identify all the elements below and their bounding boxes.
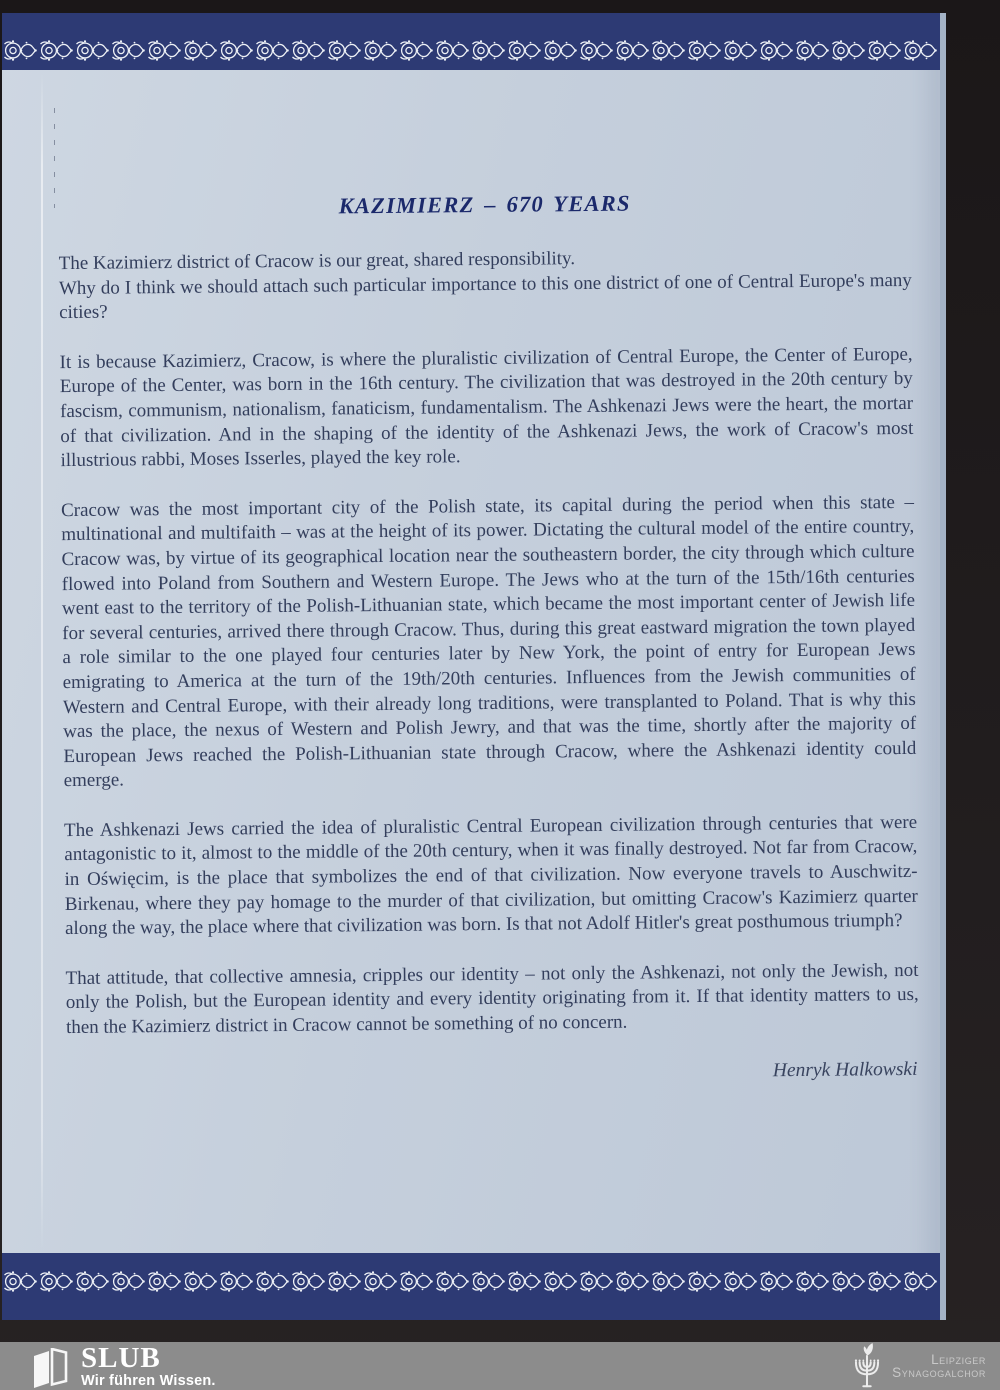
slub-wordmark-group — [81, 1342, 216, 1389]
slub-wordmark: SLUB — [81, 1342, 161, 1374]
lace-ornament-icon — [2, 1270, 940, 1293]
open-book-icon — [30, 1348, 70, 1388]
scanned-document-page — [2, 13, 946, 1320]
paragraph — [64, 811, 918, 942]
page-scratch-mark — [54, 108, 55, 208]
paragraph-text: The Ashkenazi Jews carried the idea of pluralistic Central European civilization through centuries that were antagonistic to it, almost to the middle of the 20th century, when it was finally destroyed. Not far from Cracow, in Oświęcim, is the place that symbolizes the end of that civilization. Now everyone travels to Auschwitz-Birkenau, where they pay homage to the murder of that civilization, but omitting Cracow's Kazimierz quarter along the way, the place where that civilization was born. Is that not Adolf Hitler's great posthumous triumph? — [64, 811, 918, 940]
paragraph — [59, 244, 913, 326]
lace-ornament-icon — [2, 39, 940, 62]
paragraph-text: The Kazimierz district of Cracow is our great, shared responsibility. — [58, 248, 576, 275]
paragraph-text: Why do I think we should attach such particular importance to this one district of one of Central Europe's many cities? — [58, 269, 912, 324]
article — [58, 187, 920, 1090]
decorative-border-top — [2, 13, 940, 70]
choir-name-line1: Leipziger — [931, 1352, 986, 1367]
paragraph-text: It is because Kazimierz, Cracow, is where the pluralistic civilization of Central Europe, the Center of Europe, Europe of the Center, was born in the 16th century. The civilization that was destroyed in the 20th century by fascism, communism, nationalism, fanaticism, fundamentalism. The Ashkenazi Jews were the heart, the mortar of that civilization. And in the shaping of the identity of the Ashkenazi Jews, the work of Cracow's most illustrious rabbi, Moses Isserles, played the key role. — [59, 343, 914, 472]
choir-name — [892, 1353, 986, 1379]
paragraph — [65, 959, 919, 1041]
choir-name-line2: Synagogalchor — [892, 1365, 986, 1380]
decorative-border-bottom — [2, 1253, 940, 1320]
page-fold-crease — [41, 73, 43, 1250]
paragraph — [61, 491, 917, 794]
paragraph-text: Cracow was the most important city of the Polish state, its capital during the period when this state – multinational and multifaith – was at the height of its power. Dictating the cultural model of the entire country, Cracow was, by virtue of its geographical location near the southeastern border, the city through which culture flowed into Poland from Southern and Western Europe. The Jews who at the turn of the 15th/16th centuries went east to the territory of the Polish-Lithuanian state, which became the most important center of Jewish life for several centuries, arrived there through Cracow. Thus, during this great eastward migration the town played a role similar to the one played four centuries later by New York, the point of entry for European Jews emigrating to America at the turn of the 19th/20th centuries. Influences from the Jewish communities of Western and Central Europe, with their already long traditions, were transplanted to Poland. That is why this was the place, the nexus of Western and Polish Jewry, and that was the time, shortly after the majority of European Jews reached the Polish-Lithuanian state through Cracow, where the Ashkenazi identity could emerge. — [60, 491, 917, 792]
slub-tagline: Wir führen Wissen. — [81, 1373, 216, 1389]
synagogalchor-logo — [850, 1343, 986, 1389]
page-title: KAZIMIERZ – 670 YEARS — [338, 190, 631, 219]
viewer-footer — [0, 1342, 1000, 1390]
paragraph — [60, 343, 914, 474]
slub-logo — [30, 1342, 216, 1389]
menorah-icon — [850, 1343, 884, 1389]
paragraph-text: That attitude, that collective amnesia, cripples our identity – not only the Ashkenazi, not only the Jewish, not only the Polish, but the European identity and every identity originating from it. If that identity matters to us, then the Kazimierz district in Cracow cannot be something of no concern. — [65, 959, 919, 1039]
author-signature: Henryk Halkowski — [772, 1058, 918, 1081]
